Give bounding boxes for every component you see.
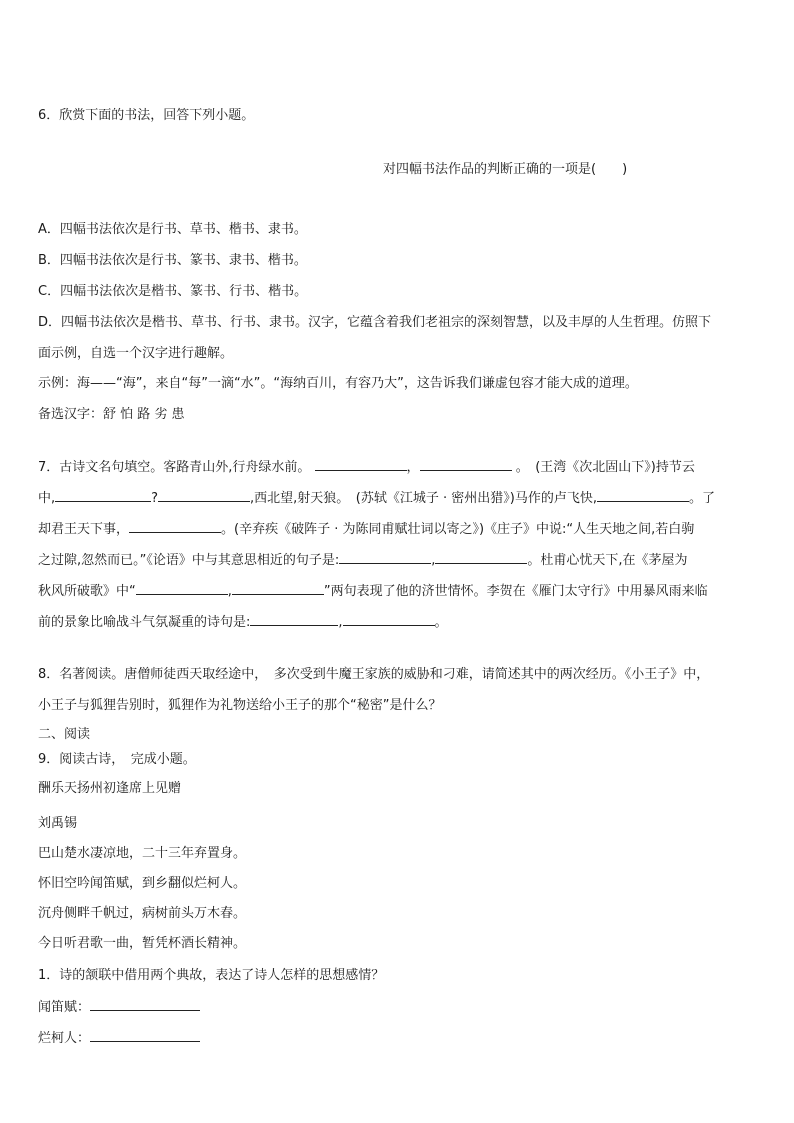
poem-title: 酬乐天扬州初逢席上见赠 bbox=[38, 781, 182, 796]
answer-blank[interactable] bbox=[597, 489, 689, 502]
q7-line-3 bbox=[38, 520, 694, 539]
answer-blank[interactable] bbox=[90, 998, 200, 1011]
poem-author: 刘禹锡 bbox=[38, 816, 78, 831]
answer-blank[interactable] bbox=[232, 582, 324, 595]
q7-text: ? bbox=[151, 491, 159, 506]
q7-text: 。 bbox=[434, 615, 448, 630]
q9-subquestion-1: 1．诗的颔联中借用两个典故，表达了诗人怎样的思想感情？ bbox=[38, 968, 385, 983]
q7-text: 之过隙,忽然而已。”《论语》中与其意思相近的句子是: bbox=[38, 553, 340, 568]
answer-blank[interactable] bbox=[250, 613, 338, 626]
q7-line-5 bbox=[38, 582, 708, 601]
q7-text: 中, bbox=[38, 491, 56, 506]
q9-stem: 9．阅读古诗， 完成小题。 bbox=[38, 752, 196, 767]
q6-subquestion: 对四幅书法作品的判断正确的一项是( ) bbox=[383, 162, 628, 177]
q7-line-2 bbox=[38, 489, 715, 508]
q7-text: ,西北望,射天狼。 (苏轼《江城子 · 密州出猎》)马作的卢飞快, bbox=[250, 491, 597, 506]
answer-blank[interactable] bbox=[420, 458, 512, 471]
q7-text: 。(辛弃疾《破阵子 · 为陈同甫赋壮词以寄之》)《庄子》中说:“人生天地之间,若白驹 bbox=[221, 522, 695, 537]
answer-line-1 bbox=[38, 998, 200, 1017]
q6-example: 示例：海——“海”，来自“每”一滴“水”。“海纳百川，有容乃大”，这告诉我们谦虚包容才能大成的道理。 bbox=[38, 376, 638, 391]
poem-line-4: 今日听君歌一曲，暂凭杯酒长精神。 bbox=[38, 936, 247, 951]
section-heading: 二、阅读 bbox=[38, 727, 91, 742]
q6-option-b: B．四幅书法依次是行书、篆书、隶书、楷书。 bbox=[38, 253, 307, 268]
q7-text: 。杜甫心忧天下,在《茅屋为 bbox=[527, 553, 688, 568]
answer-blank[interactable] bbox=[158, 489, 250, 502]
answer-label: 烂柯人： bbox=[38, 1031, 91, 1046]
q7-text: 7．古诗文名句填空。客路青山外,行舟绿水前。 bbox=[38, 460, 311, 475]
answer-blank[interactable] bbox=[339, 551, 431, 564]
q7-text: 却君王天下事， bbox=[38, 522, 130, 537]
answer-blank[interactable] bbox=[55, 489, 151, 502]
q6-stem: 6．欣赏下面的书法，回答下列小题。 bbox=[38, 108, 255, 123]
answer-blank[interactable] bbox=[90, 1029, 200, 1042]
q8-line-2: 小王子与狐狸告别时，狐狸作为礼物送给小王子的那个“秘密”是什么？ bbox=[38, 698, 442, 713]
q7-text: , bbox=[431, 553, 436, 568]
answer-blank[interactable] bbox=[343, 613, 435, 626]
q6-option-a: A．四幅书法依次是行书、草书、楷书、隶书。 bbox=[38, 222, 307, 237]
q7-text: 。 (王湾《次北固山下》)持节云 bbox=[515, 460, 695, 475]
q6-option-d: D．四幅书法依次是楷书、草书、行书、隶书。汉字，它蕴含着我们老祖宗的深刻智慧，以及丰厚的人生哲理。仿照下 bbox=[38, 315, 712, 330]
q7-text: 前的景象比喻战斗气氛凝重的诗句是: bbox=[38, 615, 251, 630]
answer-label: 闻笛赋： bbox=[38, 1000, 91, 1015]
q7-text: , bbox=[227, 584, 232, 599]
q6-continuation: 面示例，自选一个汉字进行趣解。 bbox=[38, 346, 234, 361]
q7-text: 秋风所破歌》中“ bbox=[38, 584, 136, 599]
poem-line-2: 怀旧空吟闻笛赋，到乡翻似烂柯人。 bbox=[38, 876, 247, 891]
q6-option-c: C．四幅书法依次是楷书、篆书、行书、楷书。 bbox=[38, 284, 308, 299]
q7-line-4 bbox=[38, 551, 688, 570]
q7-text: , bbox=[338, 615, 343, 630]
q7-text: ”两句表现了他的济世情怀。李贺在《雁门太守行》中用暴风雨来临 bbox=[323, 584, 708, 599]
poem-line-3: 沉舟侧畔千帆过，病树前头万木春。 bbox=[38, 906, 247, 921]
q6-candidate-chars: 备选汉字：舒 怕 路 劣 患 bbox=[38, 407, 185, 422]
q7-line-1 bbox=[38, 458, 695, 477]
answer-blank[interactable] bbox=[315, 458, 407, 471]
answer-blank[interactable] bbox=[129, 520, 221, 533]
q8-line-1: 8．名著阅读。唐僧师徒西天取经途中， 多次受到牛魔王家族的威胁和刁难，请简述其中的两次经历。《小王子》中， bbox=[38, 667, 710, 682]
answer-line-2 bbox=[38, 1029, 200, 1048]
q7-line-6 bbox=[38, 613, 448, 632]
q7-text: ， bbox=[406, 460, 420, 475]
answer-blank[interactable] bbox=[435, 551, 527, 564]
answer-blank[interactable] bbox=[136, 582, 228, 595]
q7-text: 。了 bbox=[689, 491, 716, 506]
poem-line-1: 巴山楚水凄凉地，二十三年弃置身。 bbox=[38, 846, 247, 861]
